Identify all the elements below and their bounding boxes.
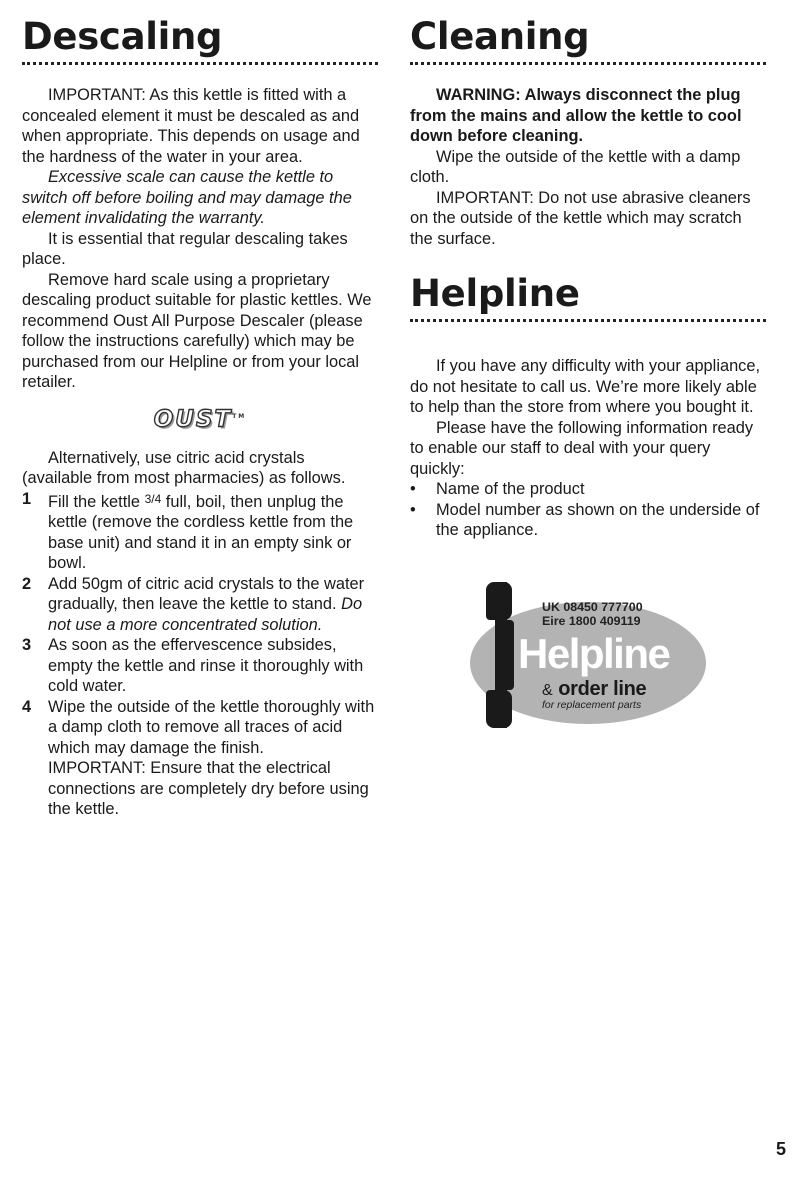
step-number: 3 xyxy=(22,636,32,655)
heading-divider xyxy=(410,319,766,322)
order-line-label: & order line xyxy=(542,678,647,700)
descaling-alternative-paragraph: Alternatively, use citric acid crystals (available from most pharmacies) as follows. xyxy=(22,448,346,488)
step-text-cont: full, boil, then unplug the kettle (remove the cordless kettle from the base unit) and stand it in an empty sink or bowl. xyxy=(48,492,354,573)
helpline-info-list xyxy=(410,479,766,541)
helpline-phone-numbers xyxy=(542,600,643,628)
step-item xyxy=(22,574,378,636)
step-item xyxy=(22,635,378,697)
helpline-heading: Helpline xyxy=(410,272,580,315)
trademark-mark: TM xyxy=(232,412,247,420)
step-number: 2 xyxy=(22,574,32,593)
step-italic-note: Do not use a more concentrated solution. xyxy=(48,595,363,634)
step-item xyxy=(22,489,378,574)
oust-logo-text: OUST™ xyxy=(153,406,247,433)
heading-divider xyxy=(410,62,766,65)
descaling-section xyxy=(22,14,378,820)
helpline-intro-paragraph: If you have any difficulty with your appliance, do not hesitate to call us. We’re more likely able to help than the store from where you bought it. xyxy=(410,357,761,416)
step-text: Add 50gm of citric acid crystals to the water gradually, then leave the kettle to stand. xyxy=(48,574,365,614)
cleaning-warning: WARNING: Always disconnect the plug from the mains and allow the kettle to cool down before cleaning. xyxy=(410,86,742,145)
oust-logo xyxy=(22,393,378,448)
step-important-note: IMPORTANT: Ensure that the electrical connections are completely dry before using the kettle. xyxy=(48,759,369,819)
page-number: 5 xyxy=(775,1139,786,1159)
bullet-icon: • xyxy=(410,480,416,498)
bullet-icon: • xyxy=(410,500,416,519)
helpline-body xyxy=(410,356,766,541)
eire-phone-number: Eire 1800 409119 xyxy=(542,614,641,628)
list-item: • Model number as shown on the underside of the appliance. xyxy=(410,500,760,539)
cleaning-wipe-paragraph: Wipe the outside of the kettle with a damp cloth. xyxy=(410,147,741,186)
fraction: 3/4 xyxy=(144,491,162,506)
step-text: Wipe the outside of the kettle thoroughly with a damp cloth to remove all traces of acid which may damage the finish. xyxy=(48,697,375,757)
step-item xyxy=(22,697,378,820)
descaling-recommend-paragraph: Remove hard scale using a proprietary descaling product suitable for plastic kettles. We recommend Oust All Purpose Descaler (please follow the instructions carefully) which may be purchased from our Helpline or from your local retailer. xyxy=(22,270,372,391)
step-text: As soon as the effervescence subsides, empty the kettle and rinse it thoroughly with cold water. xyxy=(48,636,364,696)
descaling-important-paragraph: IMPORTANT: As this kettle is fitted with a concealed element it must be descaled as and when appropriate. This depends on usage and the hardness of the water in your area. xyxy=(22,86,360,166)
list-item: • Name of the product xyxy=(410,480,585,498)
helpline-logo xyxy=(470,582,706,728)
descaling-warning-italic: Excessive scale can cause the kettle to switch off before boiling and may damage the element invalidating the warranty. xyxy=(22,168,352,227)
step-number: 4 xyxy=(22,697,32,716)
cleaning-heading: Cleaning xyxy=(410,15,590,58)
cleaning-important-paragraph: IMPORTANT: Do not use abrasive cleaners on the outside of the kettle which may scratch the surface. xyxy=(410,188,751,248)
helpline-logo-word: Helpline xyxy=(518,630,670,677)
descaling-steps xyxy=(22,489,378,820)
telephone-handset-icon xyxy=(486,582,516,728)
helpline-info-paragraph: Please have the following information ready to enable our staff to deal with your query quickly: xyxy=(410,418,754,478)
descaling-essential-paragraph: It is essential that regular descaling takes place. xyxy=(22,229,348,268)
replacement-parts-caption: for replacement parts xyxy=(542,699,642,711)
uk-phone-number: UK 08450 777700 xyxy=(542,600,643,614)
step-number: 1 xyxy=(22,489,32,508)
descaling-body xyxy=(22,85,378,820)
descaling-heading: Descaling xyxy=(22,15,223,58)
cleaning-body xyxy=(410,85,766,249)
step-text: Fill the kettle xyxy=(48,492,145,511)
heading-divider xyxy=(22,62,378,65)
right-column xyxy=(410,14,766,541)
